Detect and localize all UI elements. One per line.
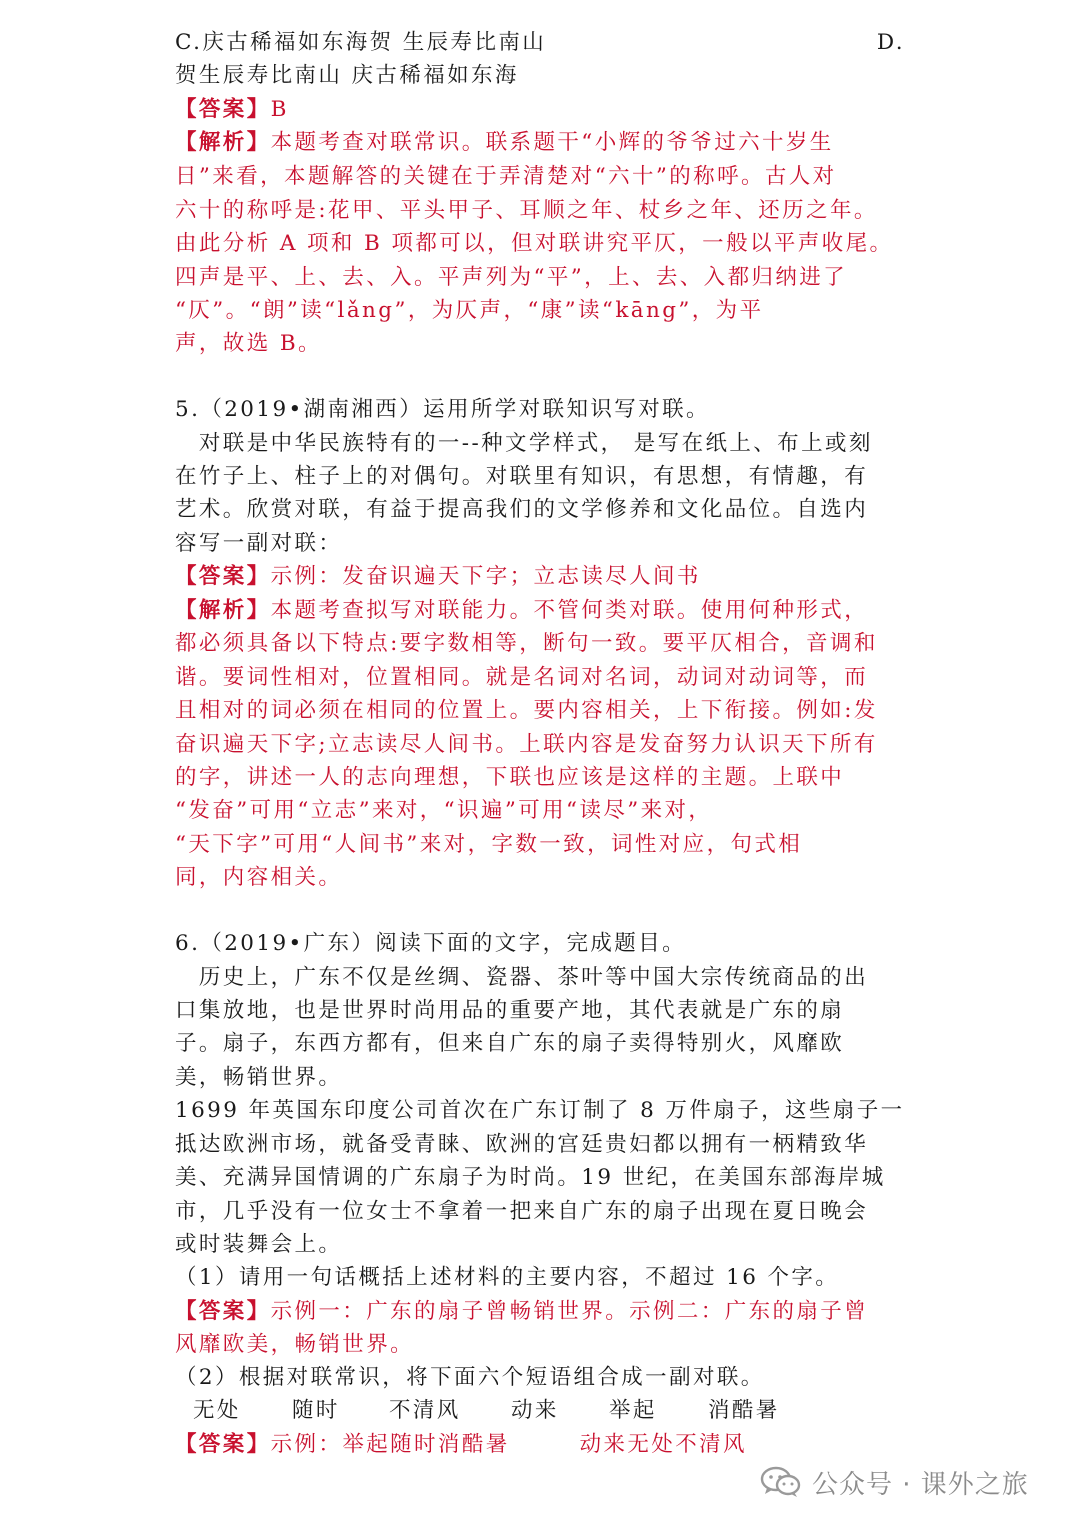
phrase-item: 举起 [609, 1398, 657, 1423]
couplet-upper: 举起随时消酷暑 [342, 1432, 510, 1457]
text-line [175, 797, 905, 825]
wechat-icon [760, 1465, 802, 1499]
text-line [175, 1198, 905, 1226]
phrase-item: 随时 [292, 1398, 340, 1423]
text-line [175, 563, 905, 591]
text-line [175, 997, 905, 1025]
text-line [175, 463, 905, 491]
line-text: （2）根据对联常识，将下面六个短语组合成一副对联。 [175, 1365, 765, 1390]
line-text: 美、充满异国情调的广东扇子为时尚。19 世纪，在美国东部海岸城 [175, 1165, 886, 1190]
text-line [175, 163, 905, 191]
line-text: 历史上，广东不仅是丝绸、瓷器、茶叶等中国大宗传统商品的出 [175, 965, 869, 990]
line-text: “仄”。“朗”读“lǎng”，为仄声，“康”读“kāng”，为平 [175, 298, 764, 323]
answer-prefix: 示例： [270, 1432, 343, 1457]
phrase-item: 动来 [511, 1398, 559, 1423]
line-text: 艺术。欣赏对联，有益于提高我们的文学修养和文化品位。自选内 [175, 497, 869, 522]
line-text: 市，几乎没有一位女士不拿着一把来自广东的扇子出现在夏日晚会 [175, 1199, 869, 1224]
text-line [175, 496, 905, 524]
text-line [175, 297, 905, 325]
line-text: 日”来看，本题解答的关键在于弄清楚对“六十”的称呼。古人对 [175, 164, 837, 189]
line-text: “发奋”可用“立志”来对，“识遍”可用“读尽”来对， [175, 798, 713, 823]
line-text: C.庆古稀福如东海贺 生辰寿比南山 [175, 30, 547, 55]
text-line [175, 129, 905, 157]
text-line [175, 197, 905, 225]
answer-label: 【答案】 [175, 1432, 271, 1457]
text-line [175, 731, 905, 759]
text-line [175, 764, 905, 792]
line-text: 同，内容相关。 [175, 865, 343, 890]
line-text: 容写一副对联： [175, 531, 343, 556]
text-line [175, 1231, 905, 1259]
line-text: 示例：发奋识遍天下字；立志读尽人间书 [270, 564, 701, 589]
line-text: 的字，讲述一人的志向理想，下联也应该是这样的主题。上联中 [175, 765, 845, 790]
phrase-item: 消酷暑 [708, 1398, 780, 1423]
line-text: 在竹子上、柱子上的对偶句。对联里有知识，有思想，有情趣，有 [175, 464, 869, 489]
phrase-item: 无处 [193, 1398, 241, 1423]
text-line [175, 664, 905, 692]
text-line [175, 1030, 905, 1058]
text-line [175, 930, 905, 958]
line-text: 或时装舞会上。 [175, 1232, 343, 1257]
text-line [175, 430, 905, 458]
line-text: 子。扇子，东西方都有，但来自广东的扇子卖得特别火，风靡欧 [175, 1031, 845, 1056]
text-line [175, 1164, 905, 1192]
line-text: 四声是平、上、去、入。平声列为“平”，上、去、入都归纳进了 [175, 265, 848, 290]
line-text: 对联是中华民族特有的一--种文学样式， 是写在纸上、布上或刻 [175, 431, 873, 456]
line-text: 贺生辰寿比南山 庆古稀福如东海 [175, 63, 519, 88]
line-text: 声，故选 B。 [175, 331, 322, 356]
line-text: 5.（2019•湖南湘西）运用所学对联知识写对联。 [175, 397, 710, 422]
text-line [175, 230, 905, 258]
line-text: 六十的称呼是:花甲、平头甲子、耳顺之年、杖乡之年、还历之年。 [175, 198, 878, 223]
line-text: 本题考查对联常识。联系题干“小辉的爷爷过六十岁生 [270, 130, 834, 155]
section-label: 【解析】 [175, 598, 271, 623]
line-text: 都必须具备以下特点:要字数相等，断句一致。要平仄相合，音调和 [175, 631, 878, 656]
text-line [175, 1264, 905, 1292]
line-text: 本题考查拟写对联能力。不管何类对联。使用何种形式， [270, 598, 869, 623]
text-line [175, 330, 905, 358]
text-line [175, 831, 905, 859]
text-line [175, 1364, 905, 1392]
line-text: 奋识遍天下字;立志读尽人间书。上联内容是发奋努力认识天下所有 [175, 732, 878, 757]
line-text: 谐。要词性相对，位置相同。就是名词对名词，动词对动词等，而 [175, 665, 869, 690]
section-label: 【答案】 [175, 564, 271, 589]
text-line [175, 530, 905, 558]
text-line [175, 396, 905, 424]
text-line [175, 1131, 905, 1159]
line-text: 由此分析 A 项和 B 项都可以，但对联讲究平仄，一般以平声收尾。 [175, 231, 894, 256]
watermark-text: 公众号 · 课外之旅 [812, 1469, 1029, 1500]
text-line [175, 964, 905, 992]
text-line [175, 1298, 905, 1326]
text-line [175, 62, 905, 90]
text-line [175, 96, 905, 124]
text-line [175, 864, 905, 892]
text-line [175, 29, 905, 57]
text-line [175, 597, 905, 625]
text-line [175, 1097, 905, 1125]
option-d-label: D. [876, 30, 905, 55]
text-line [175, 264, 905, 292]
text-line [175, 1331, 905, 1359]
text-line [175, 697, 905, 725]
line-text: 风靡欧美，畅销世界。 [175, 1332, 415, 1357]
final-answer-line [175, 1431, 905, 1459]
couplet-lower: 动来无处不清风 [579, 1432, 747, 1457]
phrase-item: 不清风 [389, 1398, 461, 1423]
line-text: （1）请用一句话概括上述材料的主要内容，不超过 16 个字。 [175, 1265, 840, 1290]
line-text: 美，畅销世界。 [175, 1065, 343, 1090]
line-text: 且相对的词必须在相同的位置上。要内容相关，上下衔接。例如:发 [175, 698, 878, 723]
line-text: 6.（2019•广东）阅读下面的文字，完成题目。 [175, 931, 687, 956]
section-label: 【答案】 [175, 97, 271, 122]
watermark [760, 1460, 1060, 1504]
text-line [175, 1064, 905, 1092]
line-text: 示例一：广东的扇子曾畅销世界。示例二：广东的扇子曾 [270, 1299, 869, 1324]
section-label: 【答案】 [175, 1299, 271, 1324]
section-label: 【解析】 [175, 130, 271, 155]
line-text: 口集放地，也是世界时尚用品的重要产地，其代表就是广东的扇 [175, 998, 845, 1023]
line-text: B [270, 97, 289, 122]
line-text: “天下字”可用“人间书”来对，字数一致，词性对应，句式相 [175, 832, 803, 857]
line-text: 抵达欧洲市场，就备受青睐、欧洲的宫廷贵妇都以拥有一柄精致华 [175, 1132, 869, 1157]
line-text: 1699 年英国东印度公司首次在广东订制了 8 万件扇子，这些扇子一 [175, 1098, 905, 1123]
text-line [175, 630, 905, 658]
